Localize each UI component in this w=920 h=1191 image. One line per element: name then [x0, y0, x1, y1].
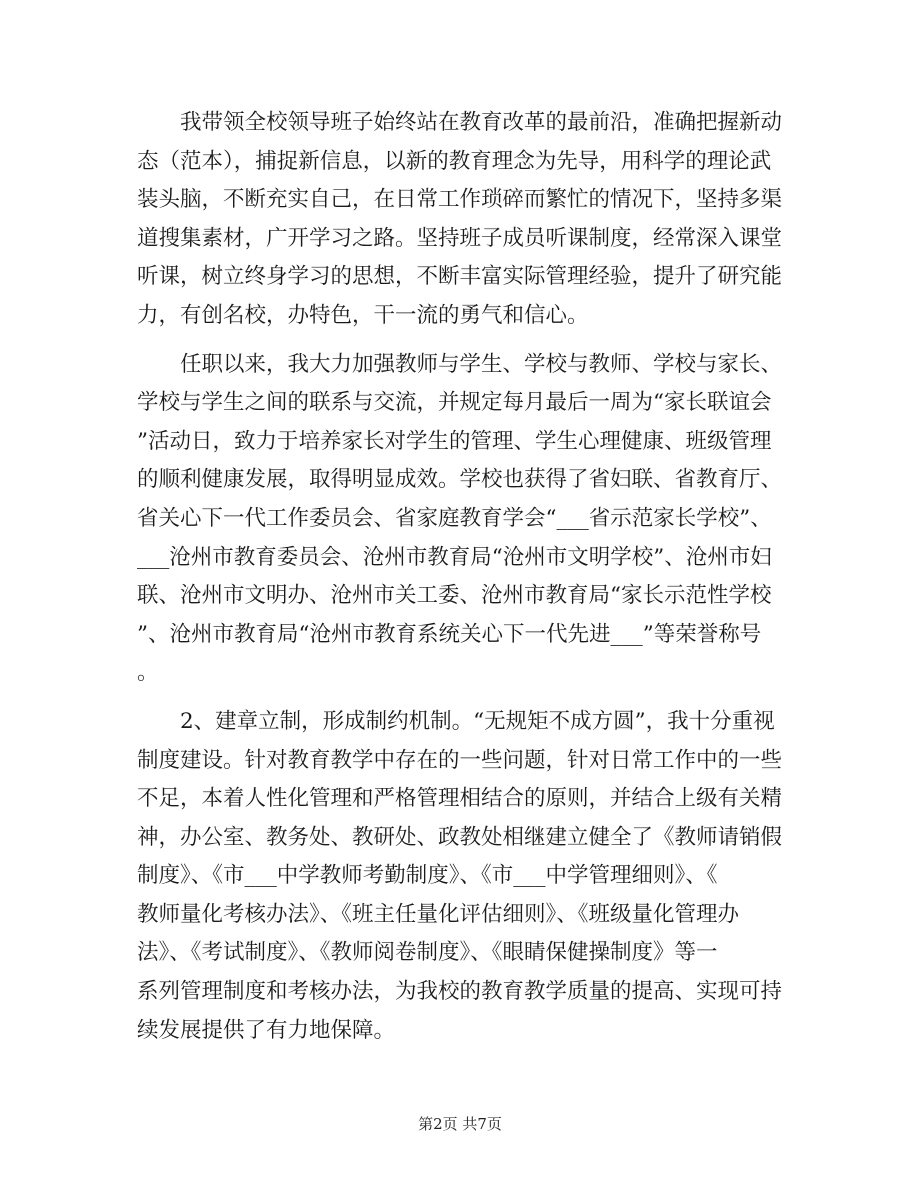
- text-line: 不足，本着人性化管理和严格管理相结合的原则，并结合上级有关精: [137, 786, 783, 812]
- text-line: ”活动日，致力于培养家长对学生的管理、学生心理健康、班级管理: [137, 428, 772, 454]
- text-line: ”、沧州市教育局“沧州市教育系统关心下一代先进___”等荣誉称号: [137, 621, 762, 647]
- paragraph-family-school: [137, 346, 785, 693]
- text-line: 系列管理制度和考核办法，为我校的教育教学质量的提高、实现可持: [137, 979, 783, 1005]
- text-line: 听课，树立终身学习的思想，不断丰富实际管理经验，提升了研究能: [137, 264, 783, 290]
- paragraph-rules-system: [137, 703, 785, 1050]
- text-line: 我带领全校领导班子始终站在教育改革的最前沿，准确把握新动: [137, 110, 783, 135]
- text-line: 联、沧州市文明办、沧州市关工委、沧州市教育局“家长示范性学校: [137, 583, 772, 609]
- text-line: 态（范本），捕捉新信息，以新的教育理念为先导，用科学的理论武: [137, 148, 772, 174]
- text-line: 道搜集素材，广开学习之路。坚持班子成员听课制度，经常深入课堂: [137, 225, 783, 251]
- text-line: 2、建章立制，形成制约机制。“无规矩不成方圆”，我十分重视: [137, 708, 775, 734]
- paragraph-gap: [137, 336, 785, 346]
- text-line: 神，办公室、教务处、教研处、政教处相继建立健全了《教师请销假: [137, 824, 783, 850]
- page-number-footer: 第2页 共7页: [418, 1115, 502, 1133]
- paragraph-gap: [137, 693, 785, 703]
- text-line: 法》、《考试制度》、《教师阅卷制度》、《眼睛保健操制度》等一: [137, 940, 718, 966]
- text-line: 制度建设。针对教育教学中存在的一些问题，针对日常工作中的一些: [137, 747, 783, 773]
- text-line: 。: [137, 660, 159, 686]
- text-line: 制度》、《市___中学教师考勤制度》、《市___中学管理细则》、《: [137, 863, 718, 889]
- document-body: [137, 104, 785, 1050]
- text-line: ___沧州市教育委员会、沧州市教育局“沧州市文明学校”、沧州市妇: [137, 544, 772, 570]
- text-line: 省关心下一代工作委员会、省家庭教育学会“___省示范家长学校”、: [137, 505, 772, 531]
- text-line: 续发展提供了有力地保障。: [137, 1017, 396, 1043]
- text-line: 力，有创名校，办特色，干一流的勇气和信心。: [137, 302, 589, 328]
- text-line: 教师量化考核办法》、《班主任量化评估细则》、《班级量化管理办: [137, 901, 740, 927]
- paragraph-leadership-study: [137, 104, 785, 336]
- text-line: 的顺利健康发展，取得明显成效。学校也获得了省妇联、省教育厅、: [137, 467, 783, 493]
- text-line: 学校与学生之间的联系与交流，并规定每月最后一周为“家长联谊会: [137, 390, 772, 416]
- text-line: 任职以来，我大力加强教师与学生、学校与教师、学校与家长、: [137, 351, 783, 377]
- text-line: 装头脑，不断充实自己，在日常工作琐碎而繁忙的情况下，坚持多渠: [137, 187, 783, 213]
